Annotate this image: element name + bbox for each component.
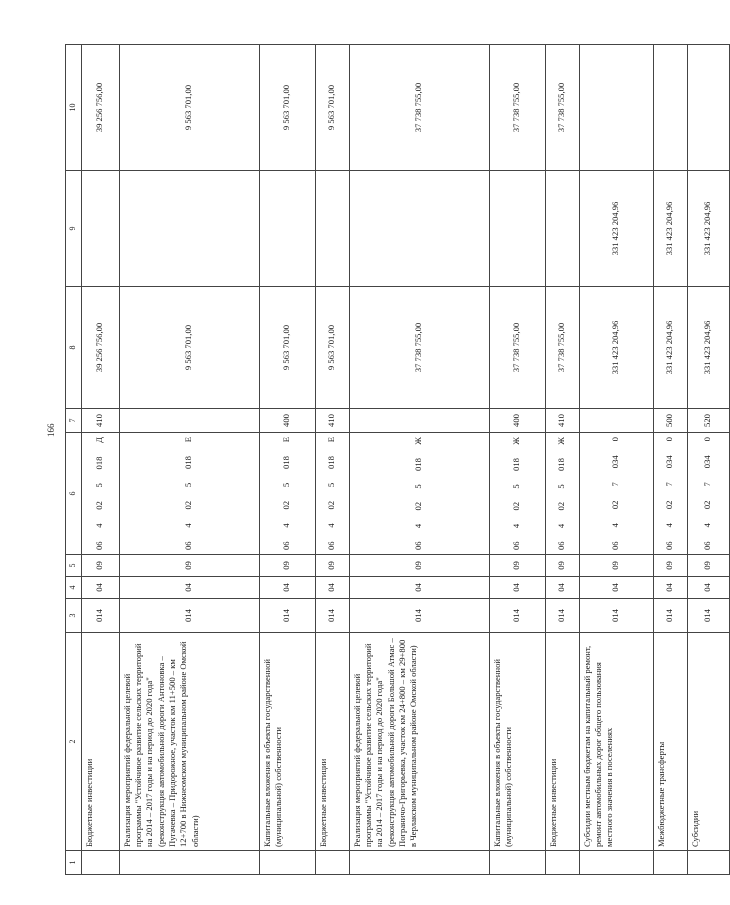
column-number: 3 — [66, 599, 82, 633]
amount-total: 9 563 701,00 — [315, 287, 349, 409]
subsection-code: 09 — [489, 555, 545, 577]
row-index-cell — [349, 851, 489, 875]
code-part: 06 — [413, 541, 424, 550]
target-article-code-parts — [511, 433, 522, 554]
target-article-code-parts — [94, 433, 105, 554]
target-article-code — [259, 433, 315, 555]
column-number: 7 — [66, 409, 82, 433]
code-part: 4 — [702, 523, 713, 528]
code-part: Д — [94, 437, 105, 443]
subsection-code: 09 — [579, 555, 653, 577]
code-part: 018 — [281, 456, 292, 469]
table-row — [653, 45, 687, 875]
code-part: 5 — [511, 484, 522, 489]
row-description: Бюджетные инвестиции — [315, 633, 349, 851]
amount-total: 9 563 701,00 — [259, 287, 315, 409]
code-part: 02 — [610, 500, 621, 510]
row-index-cell — [81, 851, 119, 875]
code-part: 018 — [183, 456, 194, 469]
code-part: 018 — [556, 458, 567, 471]
table-row — [489, 45, 545, 875]
code-part: Е — [326, 437, 337, 443]
code-part: 06 — [326, 541, 337, 550]
expense-type-code: 400 — [489, 409, 545, 433]
code-part: 4 — [326, 523, 337, 528]
ministry-code: 014 — [119, 599, 259, 633]
target-article-code — [119, 433, 259, 555]
code-part: 5 — [94, 483, 105, 488]
amount-total: 37 738 755,00 — [349, 287, 489, 409]
code-part: 02 — [281, 500, 292, 510]
code-part: 06 — [664, 541, 675, 550]
code-part: 0 — [664, 437, 675, 442]
row-index-cell — [315, 851, 349, 875]
target-article-code — [81, 433, 119, 555]
code-part: 5 — [556, 484, 567, 489]
ministry-code: 014 — [349, 599, 489, 633]
row-description: Реализация мероприятий федеральной целевой программы "Устойчивое развитие сельских территорий на 2014 – 2017 годы и на период до 2020 года" (реконструкция автомобильной дороги Антоновка – Пугачевка – Придорожное, участок км 11+500 – км 12+700 в Нижнеомском муниципальном районе Омской области) — [119, 633, 259, 851]
code-part: Е — [183, 437, 194, 443]
code-part: 02 — [702, 500, 713, 510]
section-code: 04 — [687, 577, 729, 599]
subsection-code: 09 — [653, 555, 687, 577]
expense-type-code — [349, 409, 489, 433]
expense-type-code: 410 — [315, 409, 349, 433]
ministry-code: 014 — [653, 599, 687, 633]
code-part: Ж — [556, 437, 567, 445]
code-part: 06 — [556, 541, 567, 550]
target-article-code — [579, 433, 653, 555]
row-index-cell — [119, 851, 259, 875]
amount-total: 39 256 756,00 — [81, 287, 119, 409]
ministry-code: 014 — [315, 599, 349, 633]
budget-table — [65, 44, 730, 875]
table-row — [81, 45, 119, 875]
code-part: 06 — [610, 541, 621, 550]
table-row — [579, 45, 653, 875]
code-part: 06 — [702, 541, 713, 550]
code-part: 5 — [281, 482, 292, 488]
row-description: Капитальные вложения в объекты государственной (муниципальной) собственности — [259, 633, 315, 851]
table-row — [315, 45, 349, 875]
target-article-code-parts — [326, 433, 337, 554]
code-part: 5 — [183, 482, 194, 488]
table-row — [349, 45, 489, 875]
expense-type-code — [579, 409, 653, 433]
section-code: 04 — [545, 577, 579, 599]
amount-federal: 37 738 755,00 — [489, 45, 545, 171]
code-part: 5 — [326, 482, 337, 488]
section-code: 04 — [349, 577, 489, 599]
code-part: 4 — [413, 523, 424, 529]
row-index-cell — [259, 851, 315, 875]
code-part: 06 — [281, 541, 292, 550]
subsection-code: 09 — [119, 555, 259, 577]
amount-total: 331 423 204,96 — [687, 287, 729, 409]
amount-regional-fund — [81, 171, 119, 287]
expense-type-code: 520 — [687, 409, 729, 433]
column-number: 8 — [66, 287, 82, 409]
code-part: 4 — [281, 523, 292, 528]
amount-total: 331 423 204,96 — [653, 287, 687, 409]
row-description: Капитальные вложения в объекты государственной (муниципальной) собственности — [489, 633, 545, 851]
target-article-code — [315, 433, 349, 555]
code-part: 4 — [94, 523, 105, 528]
row-index-cell — [545, 851, 579, 875]
target-article-code-parts — [413, 433, 424, 554]
column-number-row — [66, 45, 82, 875]
target-article-code-parts — [664, 433, 675, 554]
code-part: 018 — [511, 458, 522, 471]
code-part: 7 — [664, 482, 675, 487]
amount-regional-fund: 331 423 204,96 — [687, 171, 729, 287]
ministry-code: 014 — [259, 599, 315, 633]
amount-total: 331 423 204,96 — [579, 287, 653, 409]
amount-total: 9 563 701,00 — [119, 287, 259, 409]
code-part: 02 — [511, 501, 522, 511]
table-row — [259, 45, 315, 875]
row-index-cell — [579, 851, 653, 875]
expense-type-code: 410 — [81, 409, 119, 433]
code-part: 02 — [183, 500, 194, 510]
amount-federal: 37 738 755,00 — [349, 45, 489, 171]
code-part: 5 — [413, 484, 424, 489]
row-description: Межбюджетные трансферты — [653, 633, 687, 851]
target-article-code-parts — [281, 433, 292, 554]
amount-regional-fund — [259, 171, 315, 287]
code-part: 02 — [413, 501, 424, 511]
amount-federal — [687, 45, 729, 171]
code-part: 02 — [556, 501, 567, 511]
target-article-code — [687, 433, 729, 555]
ministry-code: 014 — [545, 599, 579, 633]
target-article-code — [349, 433, 489, 555]
code-part: 4 — [556, 523, 567, 529]
target-article-code — [489, 433, 545, 555]
code-part: 018 — [413, 458, 424, 471]
subsection-code: 09 — [687, 555, 729, 577]
code-part: 4 — [610, 523, 621, 528]
row-index-cell — [687, 851, 729, 875]
ministry-code: 014 — [81, 599, 119, 633]
ministry-code: 014 — [687, 599, 729, 633]
code-part: 4 — [183, 523, 194, 528]
target-article-code-parts — [183, 433, 194, 554]
table-row — [687, 45, 729, 875]
target-article-code-parts — [610, 433, 621, 554]
code-part: 0 — [610, 437, 621, 442]
amount-regional-fund: 331 423 204,96 — [653, 171, 687, 287]
ministry-code: 014 — [489, 599, 545, 633]
amount-regional-fund: 331 423 204,96 — [579, 171, 653, 287]
row-description: Субсидии — [687, 633, 729, 851]
code-part: 02 — [326, 500, 337, 510]
table-row — [119, 45, 259, 875]
expense-type-code: 410 — [545, 409, 579, 433]
code-part: 4 — [511, 523, 522, 529]
column-number: 5 — [66, 555, 82, 577]
column-number: 10 — [66, 45, 82, 171]
code-part: 4 — [664, 523, 675, 528]
code-part: 034 — [702, 455, 713, 469]
target-article-code-parts — [556, 433, 567, 554]
amount-regional-fund — [315, 171, 349, 287]
row-description: Бюджетные инвестиции — [545, 633, 579, 851]
amount-total: 37 738 755,00 — [489, 287, 545, 409]
code-part: 06 — [183, 541, 194, 550]
column-number: 1 — [66, 851, 82, 875]
code-part: 7 — [702, 482, 713, 487]
ministry-code: 014 — [579, 599, 653, 633]
section-code: 04 — [81, 577, 119, 599]
target-article-code — [653, 433, 687, 555]
column-number: 6 — [66, 433, 82, 555]
target-article-code-parts — [702, 433, 713, 554]
code-part: 018 — [326, 456, 337, 469]
subsection-code: 09 — [545, 555, 579, 577]
page-number: 166 — [46, 423, 56, 437]
target-article-code — [545, 433, 579, 555]
code-part: Ж — [413, 437, 424, 445]
subsection-code: 09 — [315, 555, 349, 577]
code-part: 02 — [664, 500, 675, 510]
code-part: Е — [281, 437, 292, 443]
rotated-table-container — [65, 45, 713, 875]
row-description: Реализация мероприятий федеральной целевой программы "Устойчивое развитие сельских территорий на 2014 – 2017 годы и на период до 2020 года" (реконструкция автомобильной дороги Большой Атмас – Пограничо-Григорьевка, участок км 24+800 – км 29+800 в Черлакском муниципальном районе Омской области) — [349, 633, 489, 851]
code-part: 02 — [94, 501, 105, 510]
amount-regional-fund — [545, 171, 579, 287]
code-part: 034 — [610, 455, 621, 469]
code-part: 018 — [94, 456, 105, 470]
expense-type-code: 400 — [259, 409, 315, 433]
amount-regional-fund — [489, 171, 545, 287]
code-part: Ж — [511, 437, 522, 445]
code-part: 06 — [94, 541, 105, 550]
amount-federal — [579, 45, 653, 171]
column-number: 2 — [66, 633, 82, 851]
amount-federal: 9 563 701,00 — [259, 45, 315, 171]
row-index-cell — [489, 851, 545, 875]
section-code: 04 — [119, 577, 259, 599]
expense-type-code — [119, 409, 259, 433]
subsection-code: 09 — [349, 555, 489, 577]
amount-federal: 9 563 701,00 — [315, 45, 349, 171]
subsection-code: 09 — [259, 555, 315, 577]
amount-federal: 39 256 756,00 — [81, 45, 119, 171]
row-index-cell — [653, 851, 687, 875]
row-description: Бюджетные инвестиции — [81, 633, 119, 851]
code-part: 0 — [702, 437, 713, 442]
subsection-code: 09 — [81, 555, 119, 577]
column-number: 9 — [66, 171, 82, 287]
section-code: 04 — [489, 577, 545, 599]
amount-regional-fund — [119, 171, 259, 287]
amount-federal: 37 738 755,00 — [545, 45, 579, 171]
code-part: 06 — [511, 541, 522, 550]
expense-type-code: 500 — [653, 409, 687, 433]
amount-federal — [653, 45, 687, 171]
amount-regional-fund — [349, 171, 489, 287]
code-part: 7 — [610, 482, 621, 487]
section-code: 04 — [653, 577, 687, 599]
amount-federal: 9 563 701,00 — [119, 45, 259, 171]
table-row — [545, 45, 579, 875]
code-part: 034 — [664, 455, 675, 469]
amount-total: 37 738 755,00 — [545, 287, 579, 409]
row-description: Субсидии местным бюджетам на капитальный ремонт, ремонт автомобильных дорог общего пользования местного значения в поселениях — [579, 633, 653, 851]
section-code: 04 — [579, 577, 653, 599]
column-number: 4 — [66, 577, 82, 599]
section-code: 04 — [315, 577, 349, 599]
section-code: 04 — [259, 577, 315, 599]
